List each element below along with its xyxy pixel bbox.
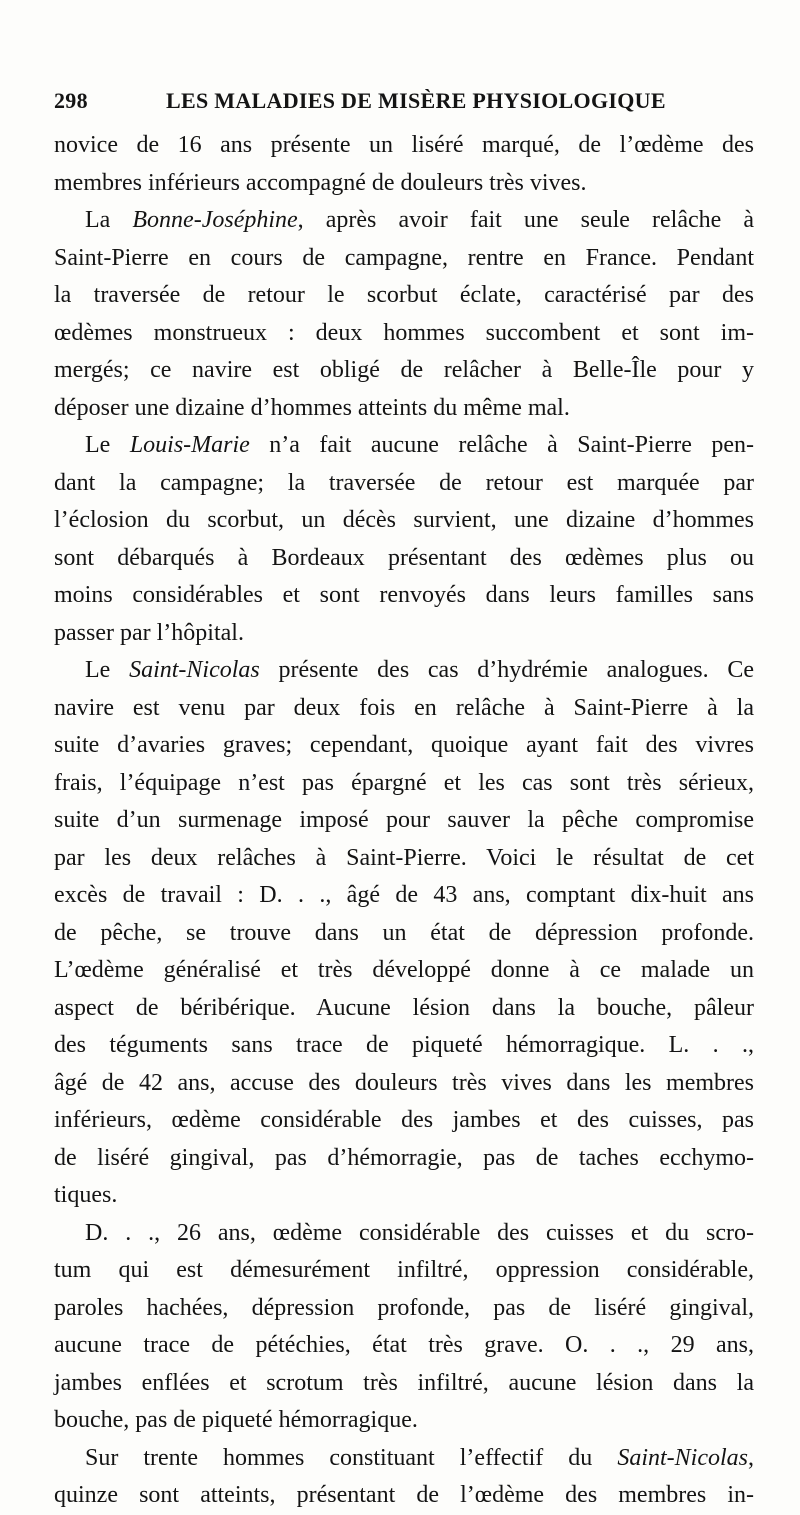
text-line: [54, 990, 754, 1028]
text-segment: présente des cas d’hydrémie analogues. Ce: [259, 657, 755, 683]
text-segment: novice de 16 ans présente un liséré marqué, de l’œdème des: [54, 132, 754, 158]
ship-name: Bonne-Joséphine: [132, 207, 298, 233]
text-segment: Sur trente hommes constituant l’effectif du: [85, 1444, 618, 1471]
text-line: [54, 277, 754, 315]
text-line: [54, 352, 754, 390]
body-text: [54, 127, 754, 1515]
page-number: 298: [54, 88, 88, 113]
ship-name: Saint-Nicolas: [617, 1444, 748, 1471]
text-segment: dant la campagne; la traversée de retour est marquée par: [54, 469, 754, 496]
page-header: [54, 82, 744, 122]
text-line: [54, 615, 754, 653]
text-line: [54, 727, 754, 765]
text-line: [54, 315, 754, 353]
text-line: [54, 1327, 754, 1365]
text-segment: œdèmes monstrueux : deux hommes succombent et sont im-: [54, 319, 754, 346]
text-segment: navire est venu par deux fois en relâche à Saint-Pierre à la: [54, 694, 754, 721]
text-segment: n’a fait aucune relâche à Saint-Pierre pen-: [249, 432, 755, 458]
text-line: [54, 240, 754, 278]
text-segment: l’éclosion du scorbut, un décès survient, une dizaine d’hommes: [54, 507, 754, 533]
text-segment: suite d’un surmenage imposé pour sauver la pêche compromise: [54, 807, 754, 833]
text-line: [54, 465, 754, 503]
text-line: [54, 502, 754, 540]
text-segment: déposer une dizaine d’hommes atteints du même mal.: [54, 394, 570, 421]
text-line: [54, 577, 754, 615]
text-segment: passer par l’hôpital.: [54, 619, 244, 646]
text-line: [54, 802, 754, 840]
text-segment: de pêche, se trouve dans un état de dépression profonde.: [54, 919, 754, 946]
text-line: [54, 1440, 754, 1478]
text-segment: aucune trace de pétéchies, état très grave. O. . ., 29 ans,: [54, 1332, 754, 1358]
text-segment: des téguments sans trace de piqueté hémorragique. L. . .,: [54, 1032, 754, 1058]
text-line: [54, 1215, 754, 1253]
text-segment: de liséré gingival, pas d’hémorragie, pas de taches ecchymo-: [54, 1144, 754, 1171]
text-segment: tum qui est démesurément infiltré, oppression considérable,: [54, 1257, 754, 1283]
text-segment: paroles hachées, dépression profonde, pas de liséré gingival,: [54, 1294, 754, 1321]
text-segment: inférieurs, œdème considérable des jambes et des cuisses, pas: [54, 1107, 754, 1133]
text-segment: la traversée de retour le scorbut éclate, caractérisé par des: [54, 282, 754, 308]
text-line: [54, 690, 754, 728]
text-segment: Le: [85, 657, 130, 683]
text-segment: bouche, pas de piqueté hémorragique.: [54, 1407, 418, 1433]
text-line: [54, 1365, 754, 1403]
text-line: [54, 915, 754, 953]
text-segment: aspect de béribérique. Aucune lésion dans la bouche, pâleur: [54, 994, 754, 1021]
text-segment: La: [85, 207, 133, 233]
text-segment: moins considérables et sont renvoyés dans leurs familles sans: [54, 582, 754, 608]
text-segment: mergés; ce navire est obligé de relâcher à Belle-Île pour y: [54, 357, 754, 383]
text-segment: sont débarqués à Bordeaux présentant des œdèmes plus ou: [54, 544, 754, 571]
text-line: [54, 1477, 754, 1515]
text-segment: membres inférieurs accompagné de douleurs très vives.: [54, 169, 587, 196]
ship-name: Louis-Marie: [129, 432, 250, 458]
text-segment: Saint-Pierre en cours de campagne, rentre en France. Pendant: [54, 244, 754, 271]
text-segment: D. . ., 26 ans, œdème considérable des cuisses et du scro-: [85, 1219, 754, 1246]
text-segment: , après avoir fait une seule relâche à: [297, 207, 754, 233]
text-line: [54, 202, 754, 240]
text-line: [54, 952, 754, 990]
text-segment: excès de travail : D. . ., âgé de 43 ans, comptant dix-huit ans: [54, 882, 754, 908]
text-segment: suite d’avaries graves; cependant, quoique ayant fait des vivres: [54, 732, 754, 758]
text-line: [54, 1290, 754, 1328]
text-line: [54, 1027, 754, 1065]
text-line: [54, 390, 754, 428]
text-segment: L’œdème généralisé et très développé donne à ce malade un: [54, 957, 754, 983]
text-segment: quinze sont atteints, présentant de l’œdème des membres in-: [54, 1482, 754, 1508]
text-line: [54, 1177, 754, 1215]
text-line: [54, 877, 754, 915]
text-line: [54, 1102, 754, 1140]
ship-name: Saint-Nicolas: [129, 657, 260, 683]
text-line: [54, 127, 754, 165]
text-segment: frais, l’équipage n’est pas épargné et les cas sont très sérieux,: [54, 769, 754, 796]
text-line: [54, 1140, 754, 1178]
text-line: [54, 1065, 754, 1103]
text-line: [54, 1402, 754, 1440]
text-segment: jambes enflées et scrotum très infiltré, aucune lésion dans la: [54, 1369, 754, 1396]
text-line: [54, 765, 754, 803]
text-segment: tiques.: [54, 1182, 118, 1208]
running-title: LES MALADIES DE MISÈRE PHYSIOLOGIQUE: [166, 88, 666, 113]
text-line: [54, 165, 754, 203]
text-line: [54, 652, 754, 690]
text-segment: par les deux relâches à Saint-Pierre. Voici le résultat de cet: [54, 844, 754, 871]
text-segment: ,: [748, 1444, 754, 1471]
text-line: [54, 1252, 754, 1290]
text-line: [54, 840, 754, 878]
text-line: [54, 427, 754, 465]
text-segment: Le: [85, 432, 130, 458]
text-segment: âgé de 42 ans, accuse des douleurs très vives dans les membres: [54, 1069, 754, 1096]
text-line: [54, 540, 754, 578]
